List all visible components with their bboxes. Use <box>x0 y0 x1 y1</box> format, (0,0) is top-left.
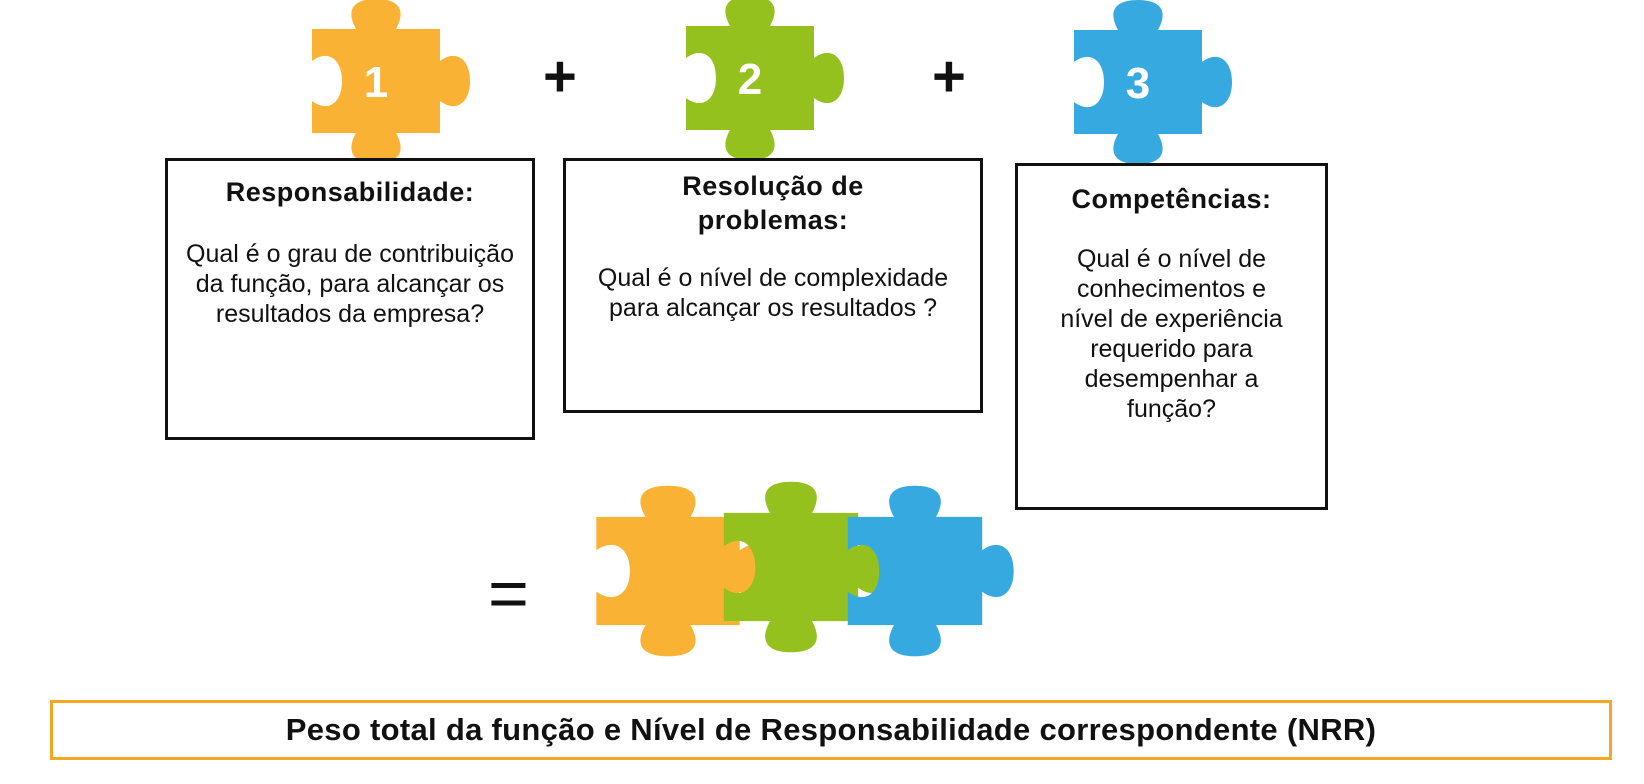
problem-solving-title: Resolução de problemas: <box>682 171 864 235</box>
combined-puzzle <box>596 482 1013 657</box>
responsibility-title: Responsabilidade: <box>225 177 475 207</box>
puzzle-number-1: 1 <box>363 58 389 107</box>
puzzle-piece-2 <box>686 0 844 160</box>
puzzle-number-2: 2 <box>737 55 763 104</box>
plus-operator-1: + <box>543 44 577 109</box>
puzzle-number-3: 3 <box>1125 59 1151 108</box>
responsibility-question: Qual é o grau de contribuição da função, para alcançar os resultados da empresa? <box>186 240 514 328</box>
puzzle-piece-3 <box>1074 0 1232 164</box>
competencies-title: Competências: <box>1071 184 1272 214</box>
competencies-question: Qual é o nível de conhecimentos e nível de experiência requerido para desempenhar a função? <box>1060 245 1283 423</box>
problem-solving-question: Qual é o nível de complexidade para alcançar os resultados ? <box>597 264 949 322</box>
problem-solving-box <box>563 158 983 413</box>
total-weight-text: Peso total da função e Nível de Responsabilidade correspondente (NRR) <box>285 712 1377 747</box>
plus-operator-2: + <box>932 44 966 109</box>
combined-piece-orange <box>596 486 773 657</box>
competencies-box <box>1015 163 1328 510</box>
responsibility-box <box>165 158 535 440</box>
puzzle-piece-1 <box>312 0 470 163</box>
equals-operator: = <box>488 554 529 632</box>
total-weight-banner <box>50 700 1612 760</box>
